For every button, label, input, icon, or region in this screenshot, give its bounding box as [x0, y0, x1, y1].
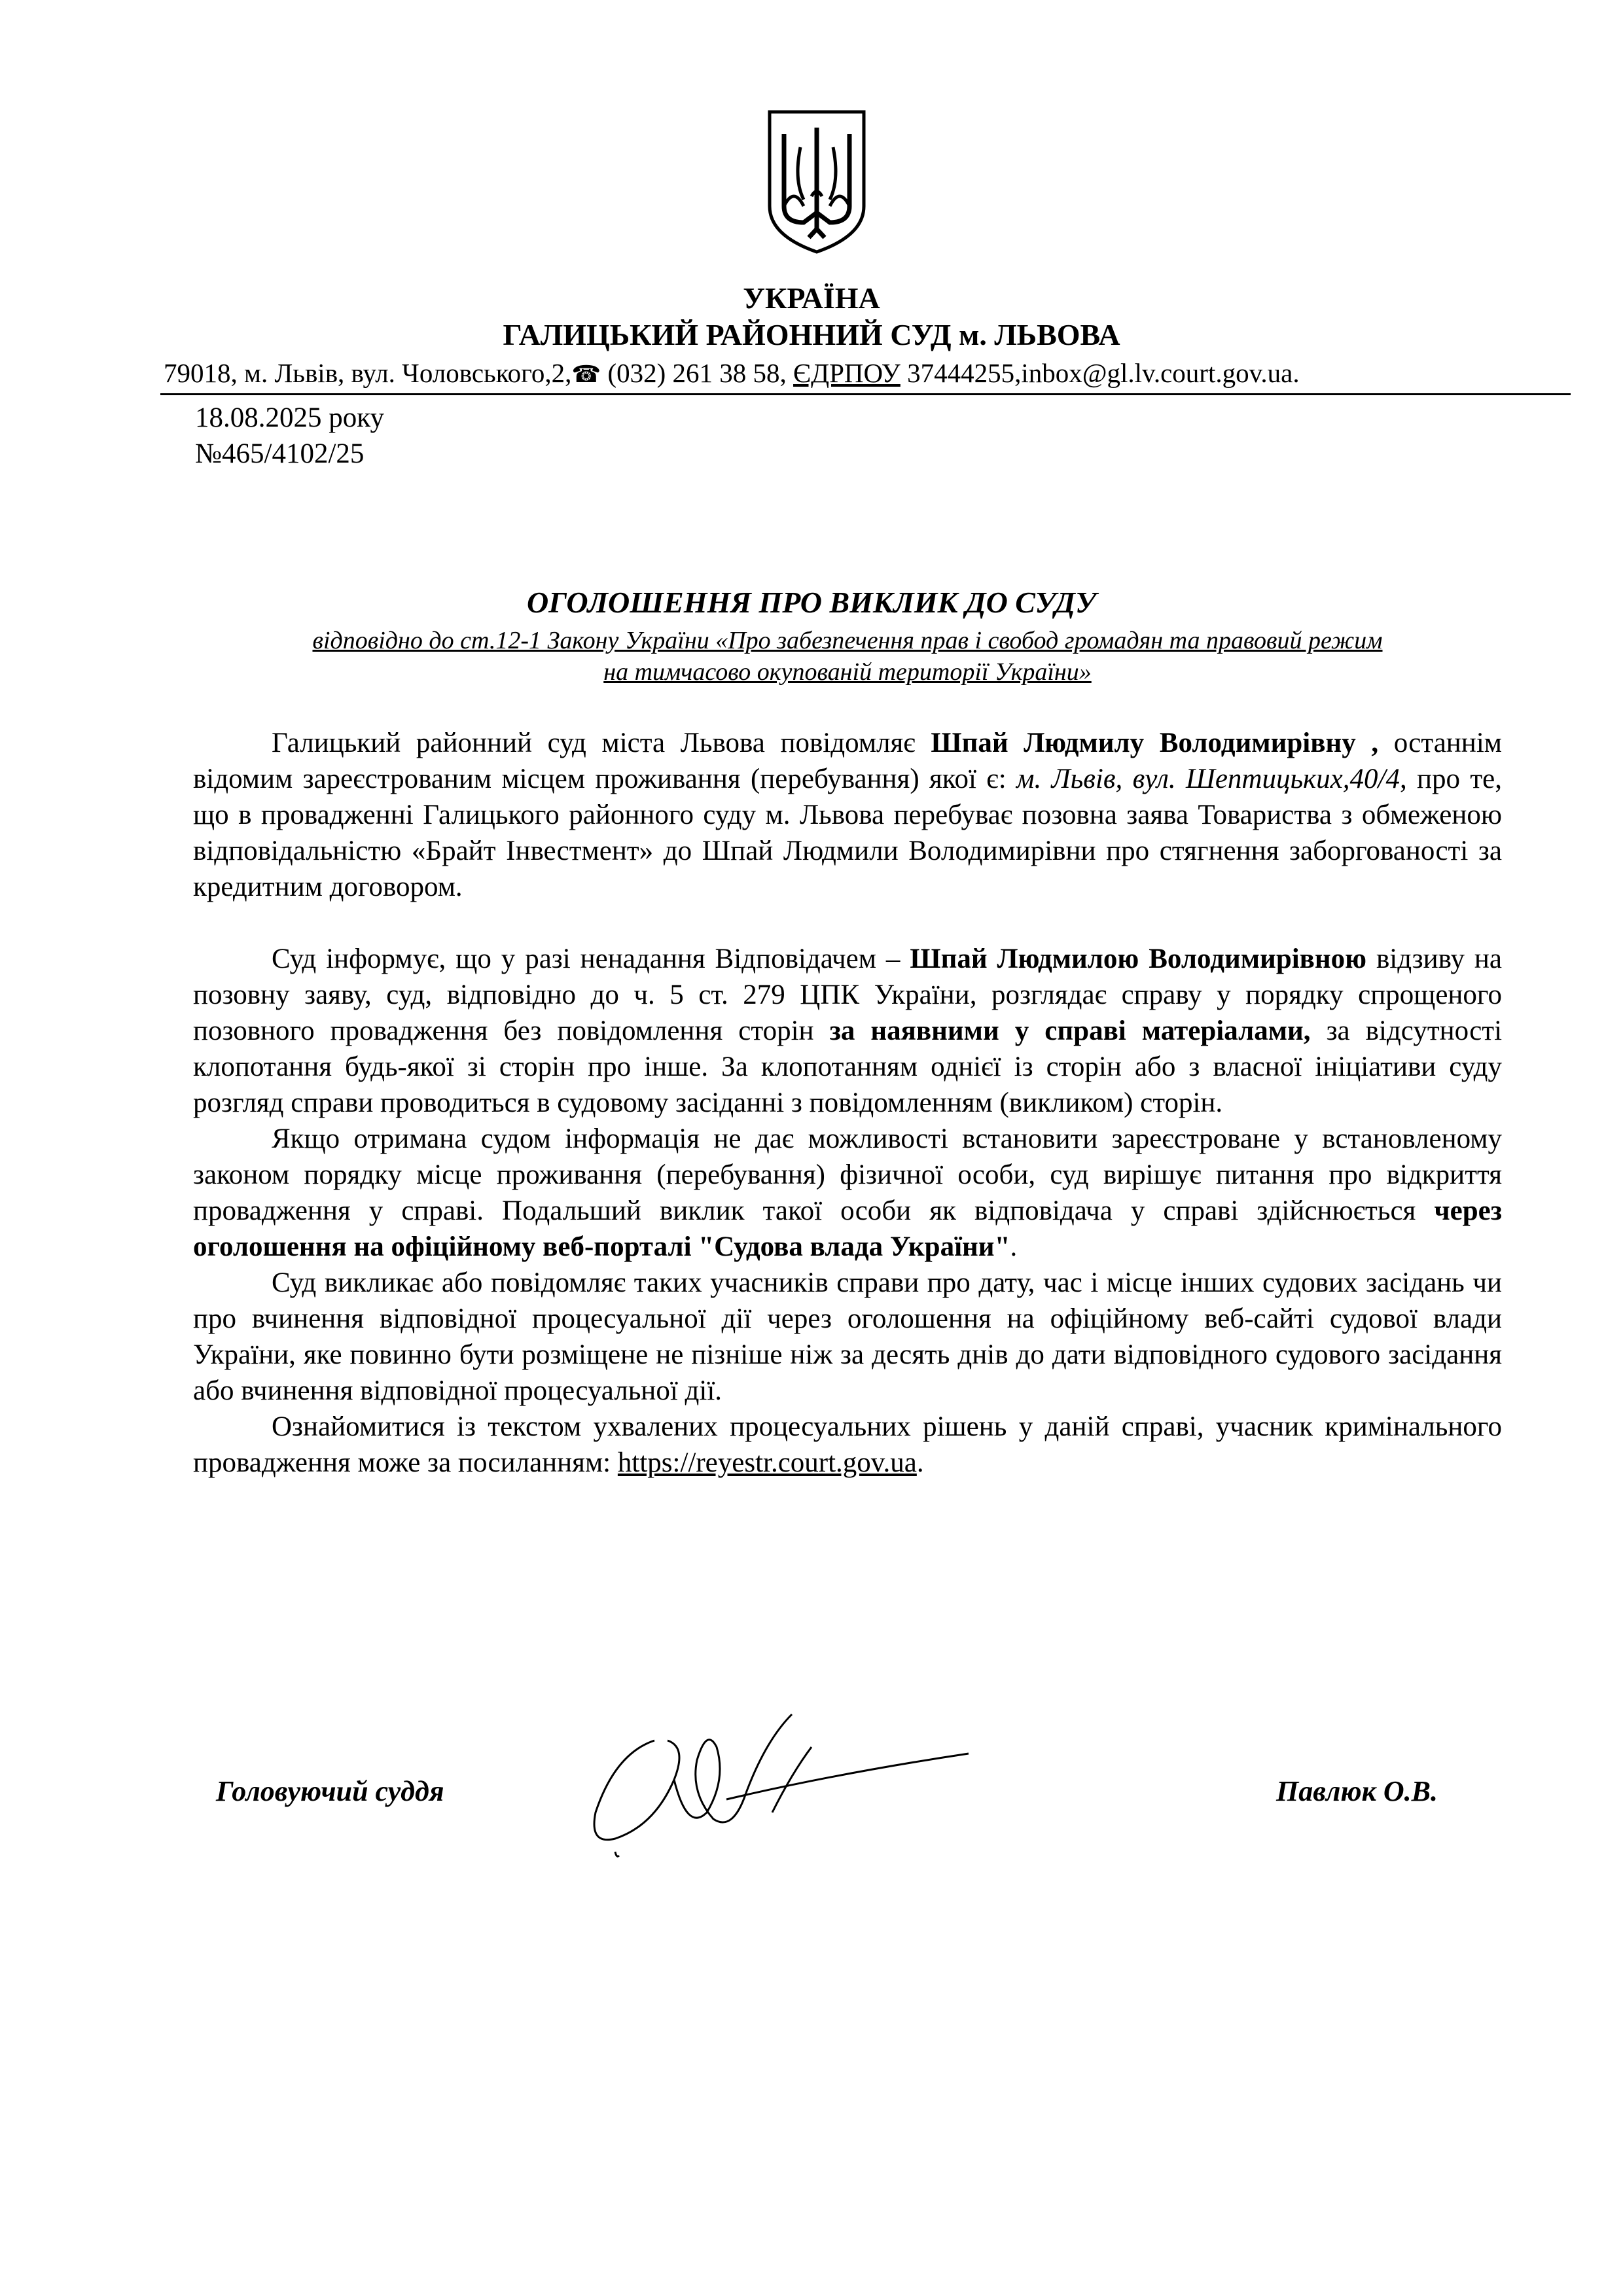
edrpou-and-email: 37444255,inbox@gl.lv.court.gov.ua.: [907, 358, 1300, 388]
header-divider: [160, 393, 1571, 395]
announcement-legal-basis: [196, 625, 1499, 688]
p3-bold-portal: через оголошення на офіційному веб-порталі "Судова влада України": [193, 1195, 1502, 1262]
paragraph-2: [193, 941, 1502, 1121]
court-phone: (032) 261 38 58,: [607, 358, 787, 388]
p3-text-c: .: [1010, 1231, 1018, 1262]
defendant-address: м. Львів, вул. Шептицьких,40/4: [1016, 764, 1400, 794]
defendant-name-instrumental: Шпай Людмилою Володимирівною: [910, 944, 1367, 974]
signatory-name: Павлюк О.В.: [1276, 1775, 1438, 1807]
announcement-title: ОГОЛОШЕННЯ ПРО ВИКЛИК ДО СУДУ: [527, 586, 1096, 619]
signatory-role: Головуючий суддя: [216, 1775, 444, 1807]
p1-text-c: останнім відомим зареєстрованим місцем проживання (перебування) якої є:: [193, 728, 1502, 794]
court-heading: ГАЛИЦЬКИЙ РАЙОННИЙ СУД м. ЛЬВОВА: [503, 318, 1120, 351]
legal-basis-line-1: відповідно до ст.12-1 Закону України «Про забезпечення прав і свобод громадян та правовий режим: [312, 627, 1383, 654]
paragraph-3: [193, 1121, 1502, 1265]
defendant-name: Шпай Людмилу Володимирівну ,: [931, 728, 1379, 758]
handwritten-signature: [576, 1701, 982, 1871]
p3-text-a: Якщо отримана судом інформація не дає можливості встановити зареєстроване у встановленому законом порядку місце проживання (перебування) фізичної особи, суд вирішує питання про відкриття провадження у справі. Подальший виклик такої особи як відповідача у справі здійснюється: [193, 1123, 1502, 1226]
court-contact-line: [164, 356, 1558, 391]
p5-text-a: Ознайомитися із текстом ухвалених процесуальних рішень у даній справі, учасник кримінального провадження може за посиланням:: [193, 1411, 1502, 1478]
announcement-body: [193, 725, 1502, 1481]
p1-text-e: , про те, що в провадженні Галицького районного суду м. Львова перебуває позовна заява Товариства з обмеженою відповідальністю «Брайт Інвестмент» до Шпай Людмили Володимирівни про стягнення заборгованості за кредитним договором.: [193, 764, 1503, 902]
paragraph-1: [193, 725, 1502, 905]
paragraph-5: [193, 1409, 1502, 1481]
p1-text-a: Галицький районний суд міста Львова повідомляє: [272, 728, 931, 758]
p2-bold-materials: за наявними у справі матеріалами,: [829, 1016, 1311, 1046]
paragraph-4: Суд викликає або повідомляє таких учасників справи про дату, час і місце інших судових засідань чи про вчинення відповідної процесуальної дії через оголошення на офіційному веб-сайті судової влади України, яке повинно бути розміщене не пізніше ніж за десять днів до дати відповідного судового засідання або вчинення відповідної процесуальної дії.: [193, 1267, 1502, 1406]
country-heading: УКРАЇНА: [743, 281, 880, 315]
edrpou-label: ЄДРПОУ: [793, 358, 901, 388]
p2-text-e: за відсутності клопотання будь-якої зі сторін про інше. За клопотанням однієї із сторін або з власної ініціативи суду розгляд справи проводиться в судовому засіданні з повідомленням (викликом) сторін.: [193, 1016, 1503, 1118]
registry-link[interactable]: https://reyestr.court.gov.ua: [617, 1447, 917, 1478]
phone-icon: ☎: [571, 361, 601, 387]
court-address: 79018, м. Львів, вул. Чоловського,2,: [164, 358, 572, 388]
coat-of-arms-icon: [764, 108, 869, 255]
document-date: 18.08.2025 року: [195, 402, 385, 433]
document-number: №465/4102/25: [195, 438, 365, 469]
p2-text-a: Суд інформує, що у разі ненадання Відповідачем –: [272, 944, 910, 974]
p2-text-c: відзиву на позовну заяву, суд, відповідно до ч. 5 ст. 279 ЦПК України, розглядає справу у порядку спрощеного позовного провадження без повідомлення сторін: [193, 944, 1502, 1046]
p5-text-end: .: [916, 1447, 924, 1478]
legal-basis-line-2: на тимчасово окупованій території України»: [603, 658, 1092, 686]
